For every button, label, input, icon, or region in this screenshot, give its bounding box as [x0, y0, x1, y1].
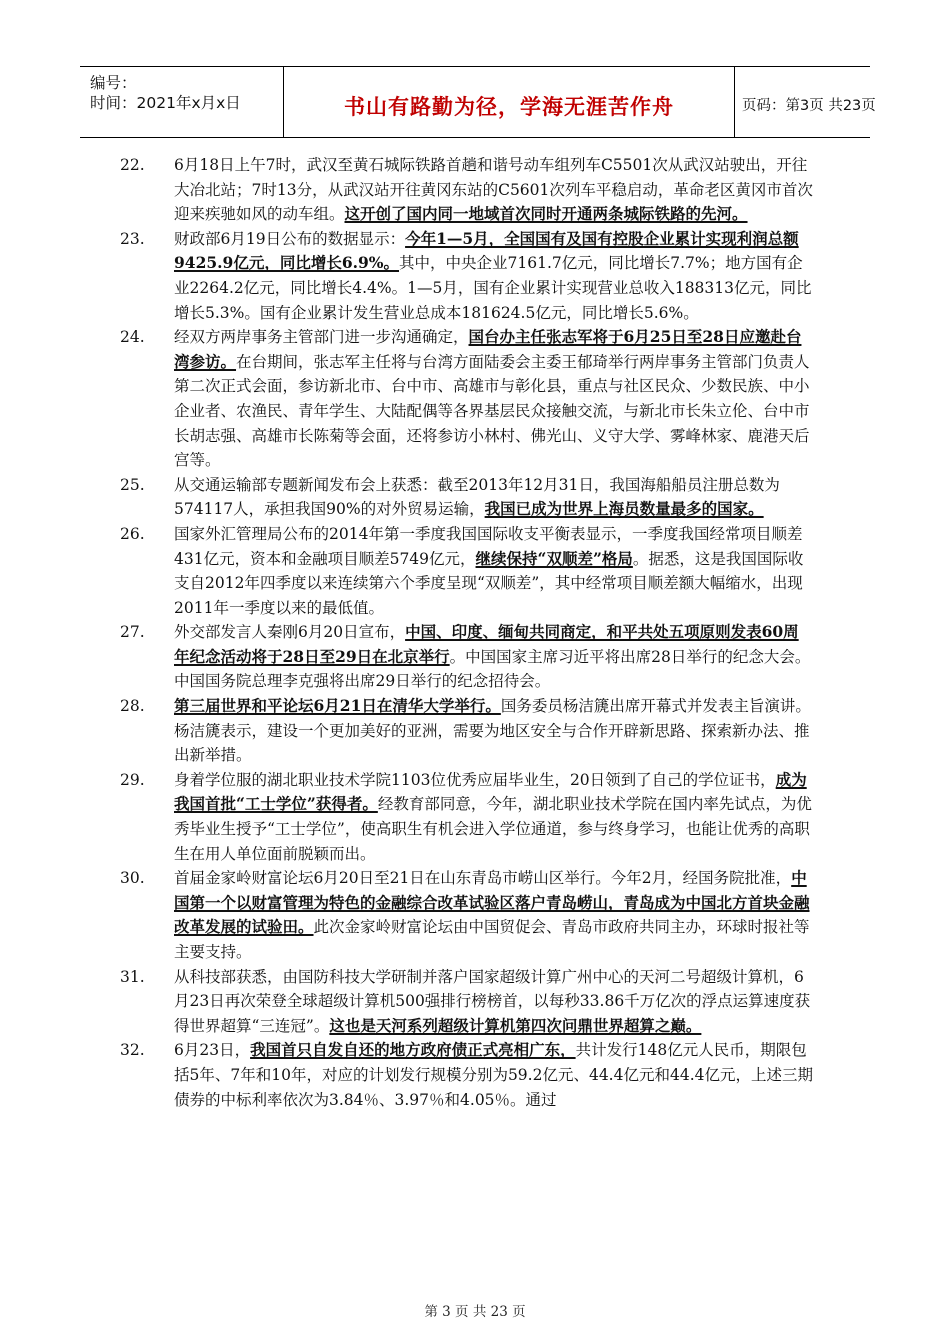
item-text: 外交部发言人秦刚6月20日宣布， — [174, 623, 406, 642]
news-item — [120, 965, 814, 1039]
item-number: 27. — [120, 623, 145, 642]
item-number: 22. — [120, 156, 145, 174]
item-text: 6月23日， — [174, 1041, 251, 1060]
key-point-text: 继续保持“双顺差”格局 — [475, 548, 633, 568]
item-text: 国家外汇管理局公布的2014年第一季度我国国际收支平衡表显示，一季度我国经常项目顺差431亿元，资本和金融项目顺差5749亿元， — [174, 524, 803, 568]
news-item — [120, 325, 814, 473]
news-item — [120, 866, 814, 964]
header-page-info: 页码：第3页 共23页 — [742, 98, 876, 114]
item-number: 31. — [120, 967, 145, 986]
news-item — [120, 227, 814, 325]
item-text: 身着学位服的湖北职业技术学院1103位优秀应届毕业生，20日领到了自己的学位证书， — [174, 770, 776, 789]
news-item — [120, 694, 814, 768]
page-header — [80, 66, 876, 138]
key-point-text: 国台办主任张志军将于6月25日至28日应邀赴台湾参访。 — [174, 327, 802, 371]
item-number: 29. — [120, 770, 145, 789]
key-point-text: 今年1—5月，全国国有及国有控股企业累计实现利润总额9425.9亿元，同比增长6.9%。 — [174, 228, 799, 273]
item-text: 经教育部同意，今年，湖北职业技术学院在国内率先试点，为优秀毕业生授予“工士学位”，使高职生有机会进入学位通道，参与终身学习，也能让优秀的高职生在用人单位面前脱颖而出。 — [174, 795, 812, 863]
item-text: 此次金家岭财富论坛由中国贸促会、青岛市政府共同主办，环球时报社等主要支持。 — [174, 918, 810, 961]
key-point-text: 中国第一个以财富管理为特色的金融综合改革试验区落户青岛崂山，青岛成为中国北方首块金融改革发展的试验田。 — [174, 868, 810, 937]
document-date: 时间：2021年x月x日 — [90, 94, 241, 112]
item-text: 共计发行148亿元人民币，期限包括5年、7年和10年，对应的计划发行规模分别为59.2亿元、44.4亿元和44.4亿元，上述三期债券的中标利率依次为3.84％、3.97％和4.05％。通过 — [174, 1041, 813, 1109]
item-number: 25. — [120, 475, 145, 494]
item-number: 30. — [120, 869, 145, 888]
item-number: 28. — [120, 697, 145, 716]
item-number: 26. — [120, 524, 145, 543]
key-point-text: 第三届世界和平论坛6月21日在清华大学举行。 — [174, 696, 501, 716]
item-text: 6月18日上午7时，武汉至黄石城际铁路首趟和谐号动车组列车C5501次从武汉站驶出，开往大冶北站；7时13分，从武汉站开往黄冈东站的C5601次列车平稳启动，革命老区黄冈市首次迎来疾驰如风的动车组。 — [174, 156, 813, 224]
item-text: 财政部6月19日公布的数据显示： — [174, 229, 406, 248]
item-text: 。中国国家主席习近平将出席28日举行的纪念大会。中国国务院总理李克强将出席29日举行的纪念招待会。 — [174, 647, 811, 691]
item-text: 从科技部获悉，由国防科技大学研制并落户国家超级计算广州中心的天河二号超级计算机，6月23日再次荣登全球超级计算机500强排行榜榜首，以每秒33.86千万亿次的浮点运算速度获得世界超算“三连冠”。 — [174, 967, 811, 1035]
news-item — [120, 473, 814, 522]
item-text: 。据悉，这是我国国际收支自2012年四季度以来连续第六个季度呈现“双顺差”，其中经常项目顺差额大幅缩水，出现2011年一季度以来的最低值。 — [174, 549, 804, 617]
key-point-text: 这开创了国内同一地域首次同时开通两条城际铁路的先河。 — [344, 204, 748, 224]
item-text: 国务委员杨洁篪出席开幕式并发表主旨演讲。杨洁篪表示，建设一个更加美好的亚洲，需要为地区安全与合作开辟新思路、探索新办法、推出新举措。 — [174, 697, 811, 765]
news-item — [120, 620, 814, 694]
news-item — [120, 1038, 814, 1112]
item-text: 经双方两岸事务主管部门进一步沟通确定， — [174, 328, 469, 347]
item-text: 首届金家岭财富论坛6月20日至21日在山东青岛市崂山区举行。今年2月，经国务院批准， — [174, 869, 792, 888]
header-meta — [80, 67, 282, 137]
item-number: 32. — [120, 1041, 145, 1060]
news-item — [120, 768, 814, 866]
item-number: 23. — [120, 229, 145, 248]
page-footer: 第 3 页 共 23 页 — [424, 1304, 526, 1320]
news-item — [120, 522, 814, 620]
document-body — [120, 153, 814, 1112]
item-number: 24. — [120, 328, 145, 347]
header-page-cell — [734, 67, 876, 137]
item-text: 在台期间，张志军主任将与台湾方面陆委会主委王郁琦举行两岸事务主管部门负责人第二次正式会面，参访新北市、台中市、高雄市与彰化县，重点与社区民众、少数民族、中小企业者、农渔民、青年学生、大陆配偶等各界基层民众接触交流，与新北市长朱立伦、台中市长胡志强、高雄市长陈菊等会面，还将参访小林村、佛光山、义守大学、雾峰林家、鹿港天后宫等。 — [174, 352, 810, 470]
header-motto-cell — [283, 67, 735, 137]
key-point-text: 中国、印度、缅甸共同商定，和平共处五项原则发表60周年纪念活动将于28日至29日在北京举行 — [174, 622, 799, 666]
header-motto: 书山有路勤为径，学海无涯苦作舟 — [344, 95, 674, 119]
item-text: 从交通运输部专题新闻发布会上获悉：截至2013年12月31日，我国海船船员注册总数为574117人，承担我国90%的对外贸易运输， — [174, 475, 780, 519]
document-number-label: 编号： — [90, 74, 137, 92]
key-point-text: 我国已成为世界上海员数量最多的国家。 — [484, 499, 764, 519]
news-item — [120, 153, 814, 227]
key-point-text: 我国首只自发自还的地方政府债正式亮相广东， — [250, 1040, 576, 1060]
key-point-text: 这也是天河系列超级计算机第四次问鼎世界超算之巅。 — [329, 1015, 702, 1035]
key-point-text: 成为我国首批“工士学位”获得者。 — [174, 769, 807, 814]
item-text: 其中，中央企业7161.7亿元，同比增长7.7%；地方国有企业2264.2亿元，同比增长4.4%。1—5月，国有企业累计实现营业总收入188313亿元，同比增长5.3%。国有企业累计发生营业总成本181624.5亿元，同比增长5.6%。 — [174, 254, 812, 322]
